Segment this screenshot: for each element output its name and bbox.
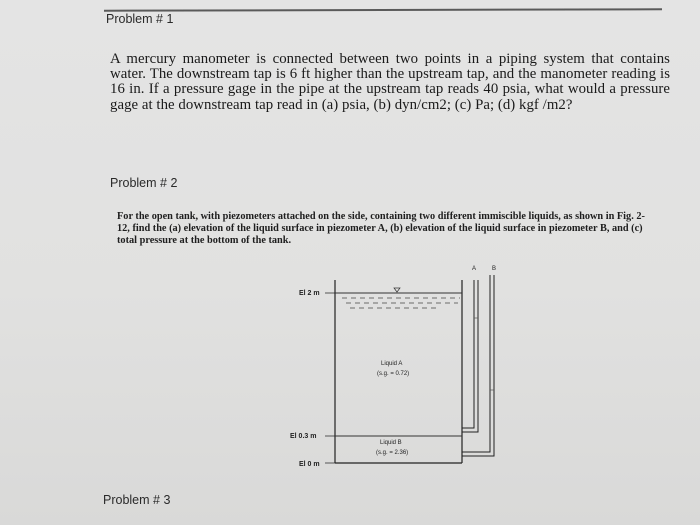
problem-2-label: Problem # 2 — [110, 176, 178, 190]
piezometer-a-label: A — [472, 266, 477, 272]
liquid-b-sg: (s.g. = 2.36) — [376, 450, 409, 456]
problem-1-text: A mercury manometer is connected between two points in a piping system that contains water. The downstream tap is 6 ft higher than the upstream tap, and the manometer reading is 16 in. If a pressure gage in the pipe at the upstream tap reads 40 psia, what would a pressure gage at the downstream tap read in (a) psia, (b) dyn/cm2; (c) Pa; (d) kgf /m2? — [110, 51, 670, 113]
problem-1-label: Problem # 1 — [106, 12, 174, 26]
liquid-a-name: Liquid A — [381, 361, 403, 367]
problem-2-text: For the open tank, with piezometers attached on the side, containing two different immiscible liquids, as shown in Fig. 2-12, find the (a) elevation of the liquid surface in piezometer A, (b) elevation of the liquid surface in piezometer B, and (c) total pressure at the bottom of the tank. — [117, 211, 645, 246]
liquid-b-name: Liquid B — [380, 440, 402, 446]
piezometer-b-label: B — [492, 266, 497, 272]
tank-figure — [280, 260, 520, 475]
problem-3-label: Problem # 3 — [103, 493, 171, 507]
top-rule — [104, 8, 662, 11]
el-bottom-label: El 0 m — [299, 461, 320, 468]
el-mid-label: El 0.3 m — [290, 433, 317, 440]
el-top-label: El 2 m — [299, 290, 320, 297]
liquid-a-sg: (s.g. = 0.72) — [377, 371, 410, 377]
piezometer-a — [462, 266, 478, 432]
